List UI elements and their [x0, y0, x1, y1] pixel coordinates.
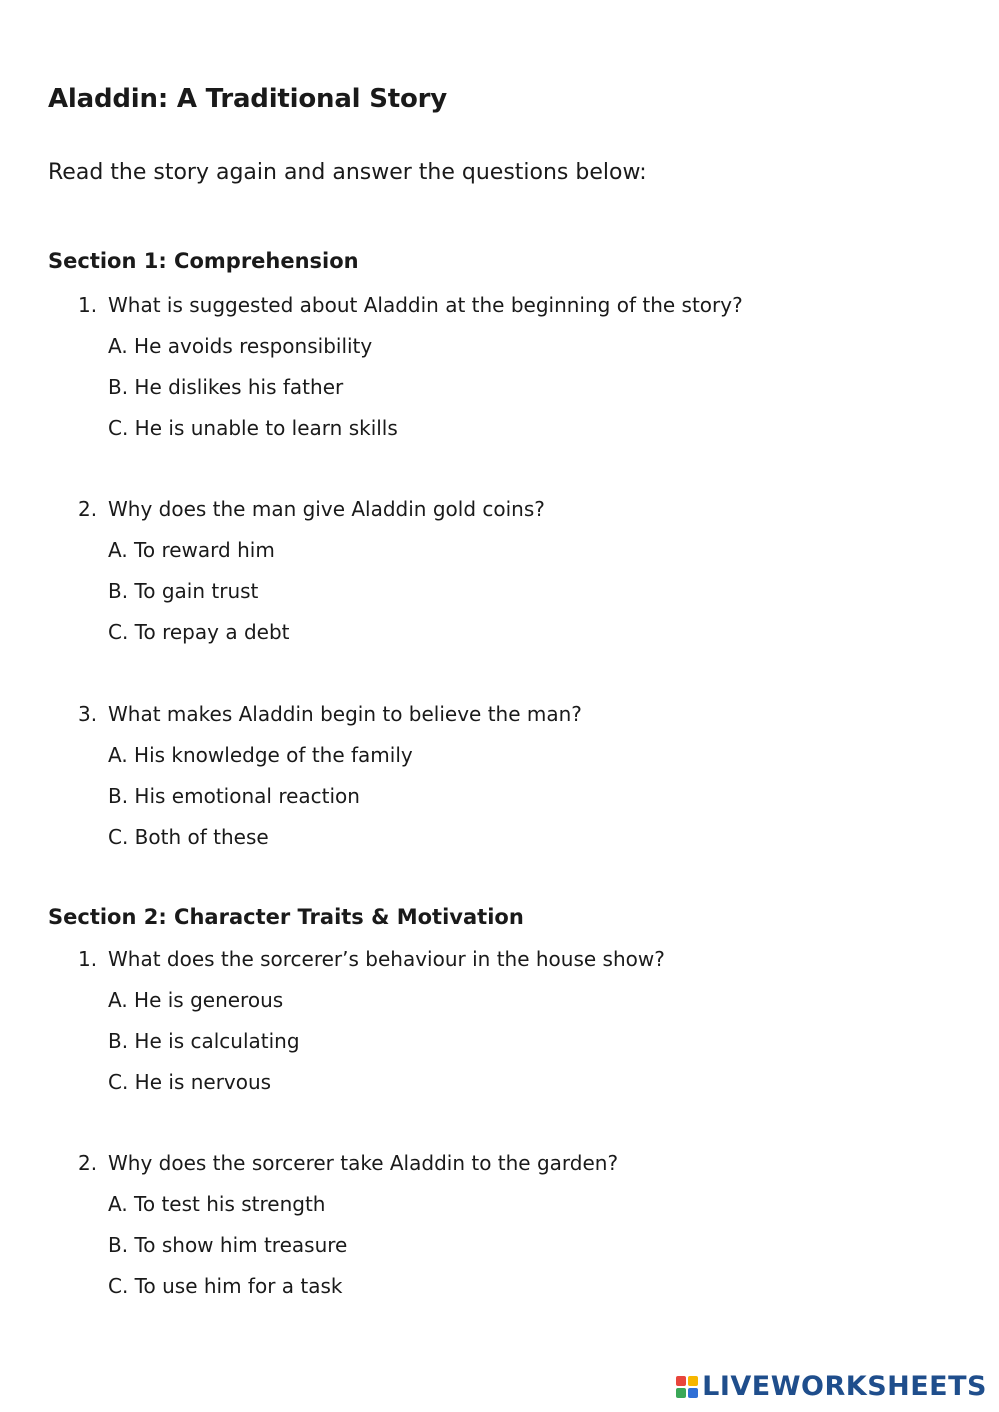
- logo-text: LIVEWORKSHEETS: [702, 1371, 987, 1402]
- page-title: Aladdin: A Traditional Story: [48, 84, 448, 114]
- section-heading-2: Section 2: Character Traits & Motivation: [48, 905, 524, 929]
- question-text: What is suggested about Aladdin at the beginning of the story?: [108, 293, 743, 317]
- question-number: 1.: [78, 947, 98, 971]
- option-2-1-b[interactable]: B. He is calculating: [108, 1029, 300, 1053]
- logo-squares-icon: [676, 1376, 698, 1398]
- instructions: Read the story again and answer the questions below:: [48, 160, 647, 185]
- option-2-1-c[interactable]: C. He is nervous: [108, 1070, 272, 1094]
- option-1-1-c[interactable]: C. He is unable to learn skills: [108, 416, 398, 440]
- liveworksheets-logo: [676, 1371, 987, 1402]
- question-1-3: [78, 702, 582, 726]
- logo-square: [688, 1376, 698, 1386]
- logo-square: [688, 1388, 698, 1398]
- question-1-1: [78, 293, 743, 317]
- question-text: Why does the man give Aladdin gold coins?: [108, 497, 545, 521]
- option-1-3-c[interactable]: C. Both of these: [108, 825, 269, 849]
- section-heading-1: Section 1: Comprehension: [48, 249, 359, 273]
- question-text: What does the sorcerer’s behaviour in the house show?: [108, 947, 665, 971]
- question-1-2: [78, 497, 545, 521]
- option-2-2-b[interactable]: B. To show him treasure: [108, 1233, 348, 1257]
- question-2-1: [78, 947, 665, 971]
- option-1-2-a[interactable]: A. To reward him: [108, 538, 275, 562]
- option-2-2-c[interactable]: C. To use him for a task: [108, 1274, 343, 1298]
- option-1-3-a[interactable]: A. His knowledge of the family: [108, 743, 413, 767]
- question-text: What makes Aladdin begin to believe the man?: [108, 702, 582, 726]
- question-number: 1.: [78, 293, 98, 317]
- option-1-2-b[interactable]: B. To gain trust: [108, 579, 259, 603]
- question-text: Why does the sorcerer take Aladdin to the garden?: [108, 1151, 619, 1175]
- option-1-3-b[interactable]: B. His emotional reaction: [108, 784, 360, 808]
- option-2-1-a[interactable]: A. He is generous: [108, 988, 284, 1012]
- logo-square: [676, 1388, 686, 1398]
- option-1-2-c[interactable]: C. To repay a debt: [108, 620, 290, 644]
- question-number: 3.: [78, 702, 98, 726]
- option-1-1-b[interactable]: B. He dislikes his father: [108, 375, 344, 399]
- option-1-1-a[interactable]: A. He avoids responsibility: [108, 334, 373, 358]
- question-2-2: [78, 1151, 618, 1175]
- logo-square: [676, 1376, 686, 1386]
- question-number: 2.: [78, 1151, 98, 1175]
- option-2-2-a[interactable]: A. To test his strength: [108, 1192, 326, 1216]
- question-number: 2.: [78, 497, 98, 521]
